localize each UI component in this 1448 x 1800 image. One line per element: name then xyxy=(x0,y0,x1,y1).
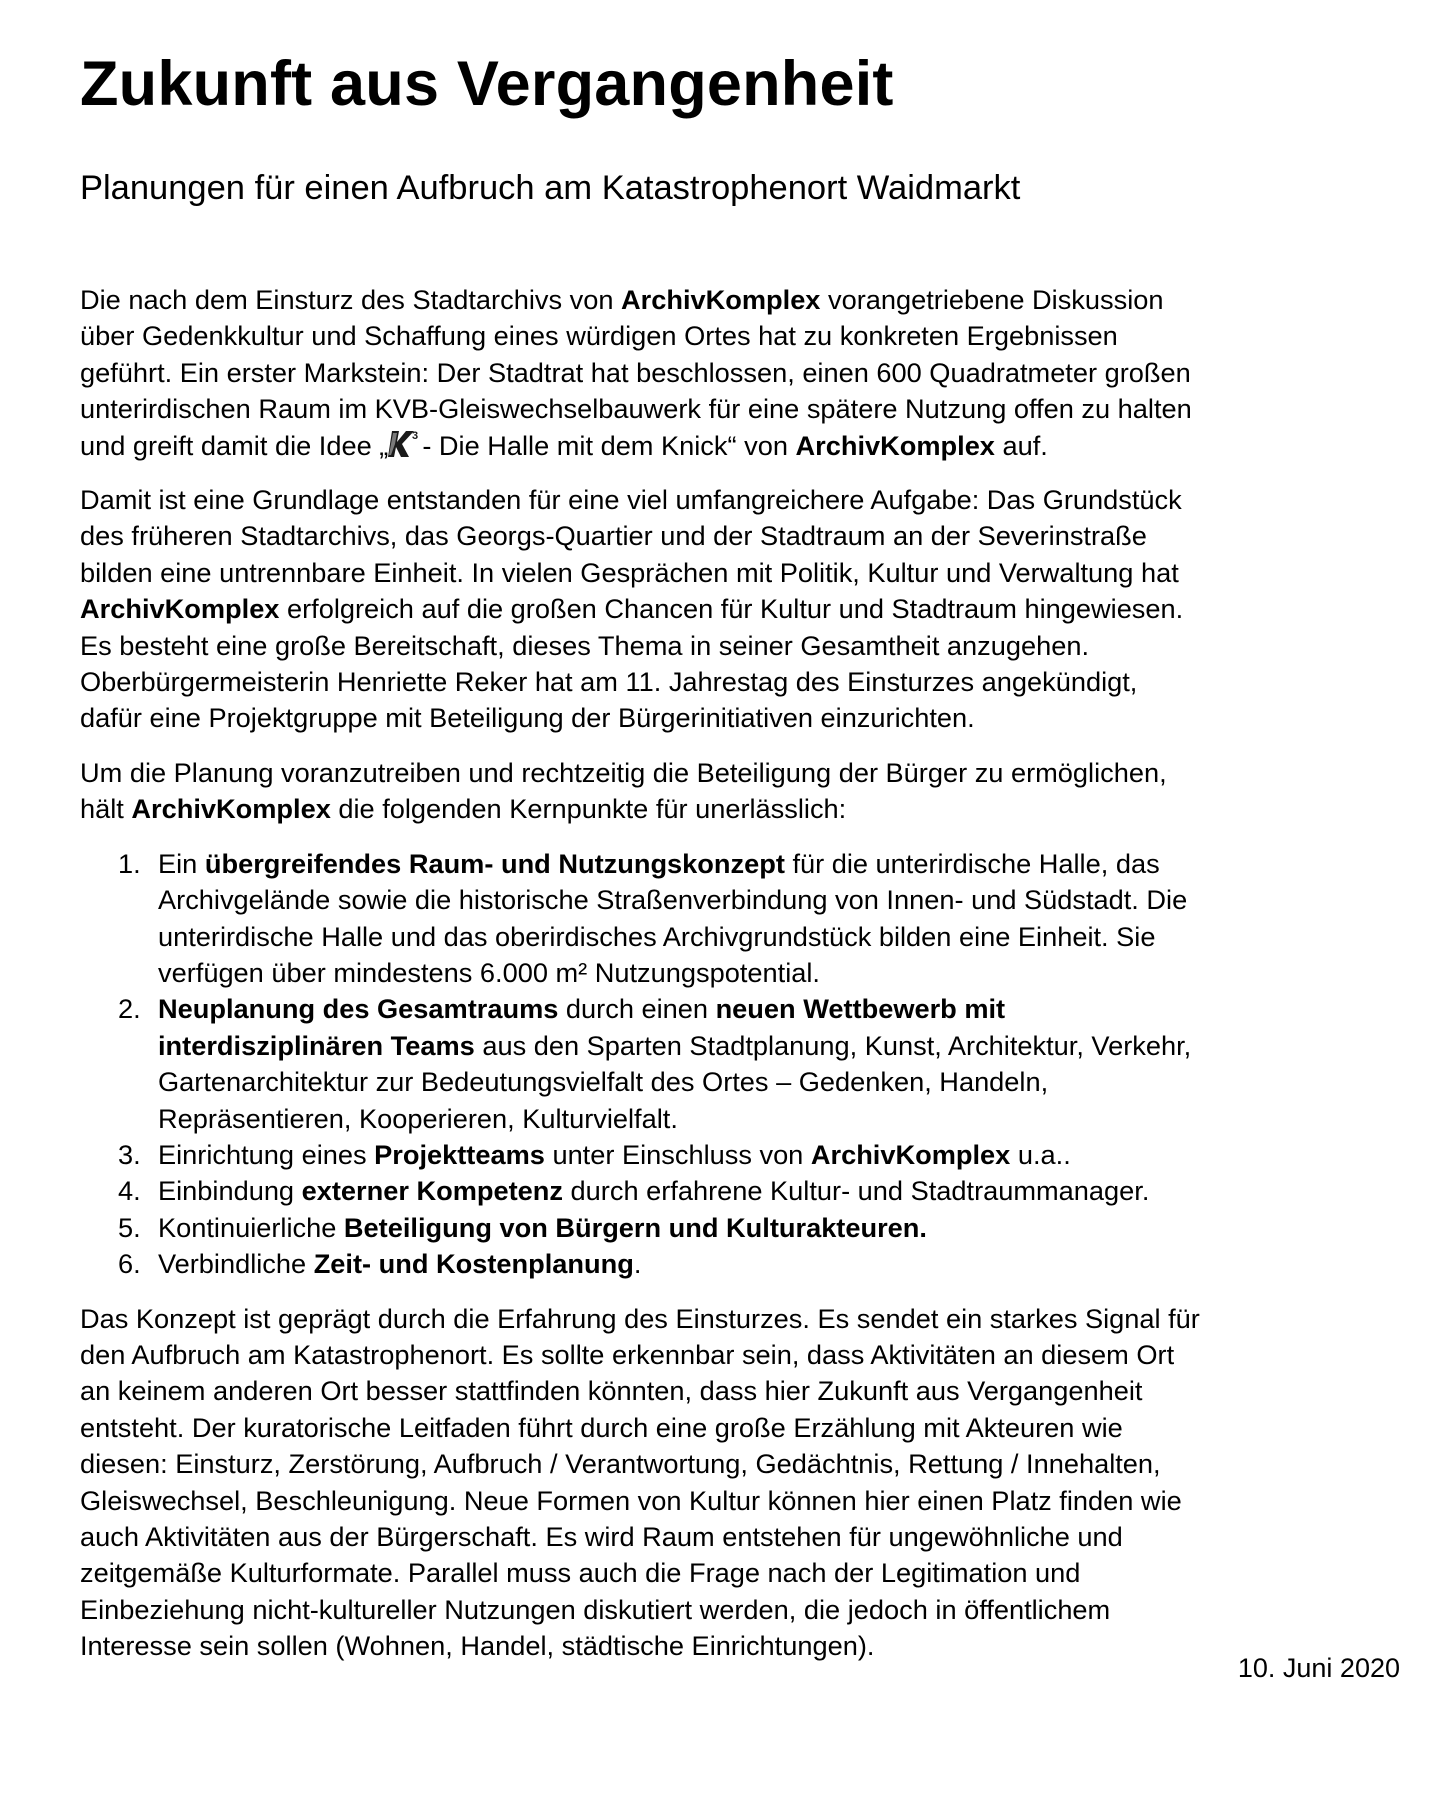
text-line: den Aufbruch am Katastrophenort. Es sollte erkennbar sein, dass Aktivitäten an diesem Ort xyxy=(80,1338,1175,1370)
list-item: 6. Verbindliche Zeit- und Kostenplanung. xyxy=(80,1246,1410,1282)
list-number: 2. xyxy=(118,993,141,1025)
page-subtitle: Planungen für einen Aufbruch am Katastrophenort Waidmarkt xyxy=(80,169,1021,207)
document-body xyxy=(80,282,1410,1683)
list-item: 2. Neuplanung des Gesamtraums durch einen neuen Wettbewerb mit interdisziplinären Teams aus den Sparten Stadtplanung, Kunst, Architektur, Verkehr, Gartenarchitektur zur Bedeutungsvielfalt des Ortes – Gedenken, Handeln, Repräsentieren, Kooperieren, Kulturvielfalt. xyxy=(118,993,1192,1134)
text-line: unterirdischen Raum im KVB-Gleiswechselbauwerk für eine spätere Nutzung offen zu halten xyxy=(80,393,1192,425)
text-line: Es besteht eine große Bereitschaft, dieses Thema in seiner Gesamtheit anzugehen. xyxy=(80,629,1090,661)
text-line: Gleiswechsel, Beschleunigung. Neue Formen von Kultur können hier einen Platz finden wie xyxy=(80,1484,1182,1516)
text-line: dafür eine Projektgruppe mit Beteiligung der Bürgerinitiativen einzurichten. xyxy=(80,702,975,734)
text-line: hält ArchivKomplex die folgenden Kernpunkte für unerlässlich: xyxy=(80,793,847,825)
text-line: Interesse sein sollen (Wohnen, Handel, städtische Einrichtungen). xyxy=(80,1630,875,1662)
document-date: 10. Juni 2020 xyxy=(1237,1653,1400,1683)
text-line: Das Konzept ist geprägt durch die Erfahrung des Einsturzes. Es sendet ein starkes Signal für xyxy=(80,1302,1200,1334)
list-number: 1. xyxy=(118,847,141,879)
k3-logo-icon xyxy=(388,428,422,460)
paragraph-context xyxy=(80,482,1410,737)
list-number: 6. xyxy=(118,1248,141,1280)
text-line: Oberbürgermeisterin Henriette Reker hat am 11. Jahrestag des Einsturzes angekündigt, xyxy=(80,666,1138,698)
paragraph-intro-points xyxy=(80,755,1410,828)
text-line: Die nach dem Einsturz des Stadtarchivs von ArchivKomplex vorangetriebene Diskussion xyxy=(80,284,1164,315)
list-number: 3. xyxy=(118,1138,141,1170)
text-line: des früheren Stadtarchivs, das Georgs-Quartier und der Stadtraum an der Severinstraße xyxy=(80,520,1147,552)
list-item: 5. Kontinuierliche Beteiligung von Bürgern und Kulturakteuren. xyxy=(80,1210,1410,1246)
key-points-list xyxy=(80,846,1410,1283)
brand-name: ArchivKomplex xyxy=(131,793,331,825)
text-line: an keinem anderen Ort besser stattfinden könnten, dass hier Zukunft aus Vergangenheit xyxy=(80,1375,1143,1407)
text-line: und greift damit die Idee „ 3 - Die Halle mit dem Knick“ von ArchivKomplex auf. xyxy=(80,429,1048,461)
list-item: 4. Einbindung externer Kompetenz durch erfahrene Kultur- und Stadtraummanager. xyxy=(80,1173,1410,1209)
text-line: bilden eine untrennbare Einheit. In vielen Gesprächen mit Politik, Kultur und Verwaltung hat xyxy=(80,556,1179,588)
text-line: Damit ist eine Grundlage entstanden für eine viel umfangreichere Aufgabe: Das Grundstück xyxy=(80,484,1182,516)
text-line: ArchivKomplex erfolgreich auf die großen Chancen für Kultur und Stadtraum hingewiesen. xyxy=(80,593,1184,625)
brand-name: ArchivKomplex xyxy=(810,1138,1011,1170)
text-line: entsteht. Der kuratorische Leitfaden führt durch eine große Erzählung mit Akteuren wie xyxy=(80,1411,1123,1443)
brand-name: ArchivKomplex xyxy=(80,593,280,625)
text-line: auch Aktivitäten aus der Bürgerschaft. Es wird Raum entstehen für ungewöhnliche und xyxy=(80,1521,1123,1552)
text-line: zeitgemäße Kulturformate. Parallel muss auch die Frage nach der Legitimation und xyxy=(80,1557,1081,1589)
list-item: 1. Ein übergreifendes Raum- und Nutzungskonzept für die unterirdische Halle, das Archivgelände sowie die historische Straßenverbindung von Innen- und Südstadt. Die unterirdische Halle und das oberirdisches Archivgrundstück bilden eine Einheit. Sie verfügen über mindestens 6.000 m² Nutzungspotential. xyxy=(118,847,1188,988)
brand-name: ArchivKomplex xyxy=(621,284,821,315)
text-line: Um die Planung voranzutreiben und rechtzeitig die Beteiligung der Bürger zu ermöglichen, xyxy=(80,756,1167,788)
list-item: 3. Einrichtung eines Projektteams unter Einschluss von ArchivKomplex u.a.. xyxy=(80,1137,1410,1173)
text-line: geführt. Ein erster Markstein: Der Stadtrat hat beschlossen, einen 600 Quadratmeter großen xyxy=(80,356,1191,388)
paragraph-concept xyxy=(80,1301,1410,1665)
paragraph-intro xyxy=(80,282,1410,464)
list-number: 5. xyxy=(118,1211,141,1243)
text-line: diesen: Einsturz, Zerstörung, Aufbruch / Verantwortung, Gedächtnis, Rettung / Innehalten, xyxy=(80,1448,1161,1480)
page-title: Zukunft aus Vergangenheit xyxy=(80,49,894,119)
list-number: 4. xyxy=(118,1175,141,1207)
text-line: Einbeziehung nicht-kultureller Nutzungen diskutiert werden, die jedoch in öffentlichem xyxy=(80,1593,1111,1625)
text-line: über Gedenkkultur und Schaffung eines würdigen Ortes hat zu konkreten Ergebnissen xyxy=(80,320,1118,352)
svg-text:3: 3 xyxy=(412,429,419,442)
brand-name: ArchivKomplex xyxy=(795,429,995,461)
